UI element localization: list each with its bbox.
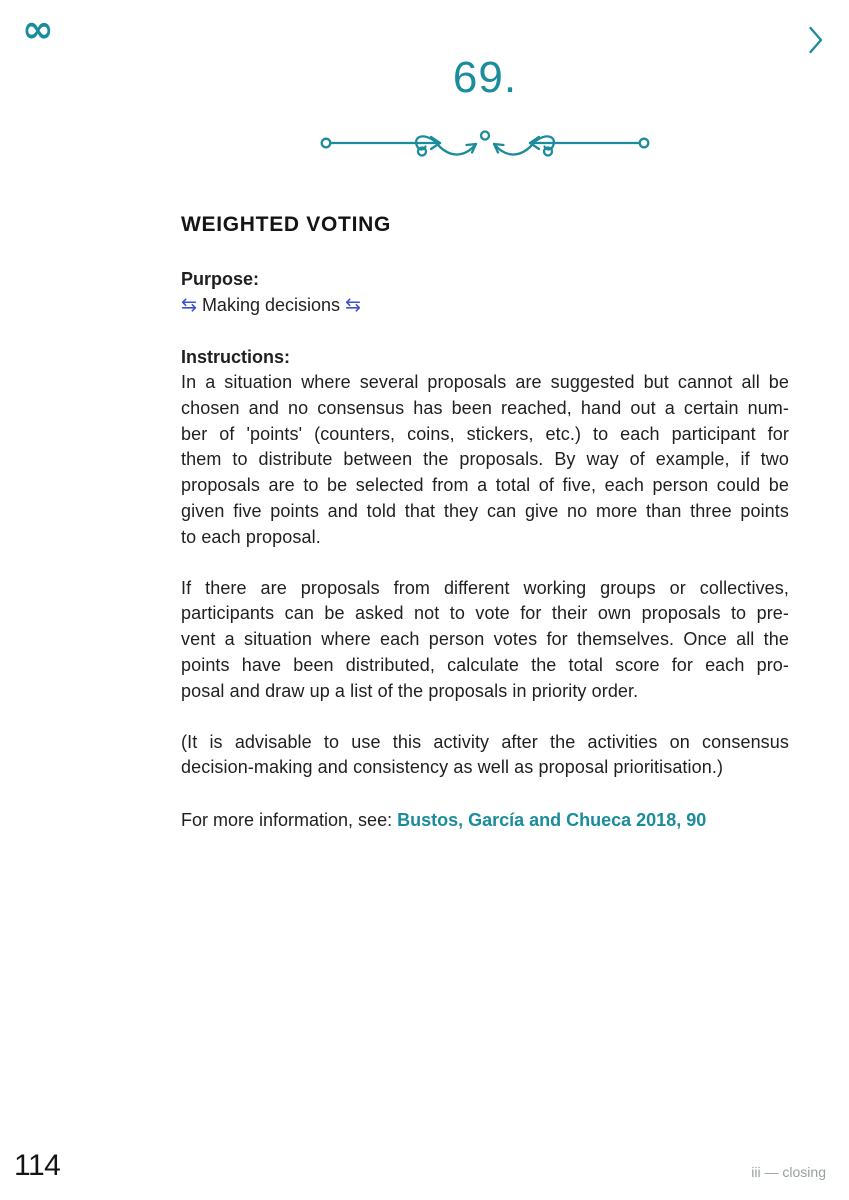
page-number: 114 xyxy=(14,1149,61,1182)
content-column xyxy=(181,0,789,833)
purpose-line xyxy=(181,292,789,318)
more-info-line xyxy=(181,807,789,833)
purpose-value: Making decisions xyxy=(201,295,341,315)
more-info-prefix: For more information, see: xyxy=(181,810,393,831)
instructions-paragraph-3: (It is advisable to use this activity after the activities on consensus decision-making and consistency as well as proposal prioritisation.) xyxy=(181,731,789,778)
instructions-label: Instructions: xyxy=(181,347,291,367)
swap-arrow-icon: ⇆ xyxy=(345,294,361,316)
reference-link[interactable]: Bustos, García and Chueca 2018, 90 xyxy=(397,810,707,831)
activity-number: 69. xyxy=(452,53,518,102)
instructions-paragraph-2: If there are proposals from different working groups or collectives, participants can be asked not to vote for their own proposals to pre- vent a situation where each person votes for themselves. Once all the points have been distributed, calculate the total score for each pro- posal and draw up a list of the proposals in priority order. xyxy=(181,577,789,701)
divider-flourish-icon xyxy=(319,120,651,164)
chevron-right-icon[interactable] xyxy=(808,26,824,54)
section-label: iii — closing xyxy=(751,1164,826,1180)
infinity-icon: ∞ xyxy=(22,7,54,51)
instructions-paragraph-1: In a situation where several proposals are suggested but cannot all be chosen and no consensus has been reached, hand out a certain num- ber of 'points' (counters, coins, stickers, etc.) to each participant for them to distribute between the proposals. By way of example, if two proposals are to be selected from a total of five, each person could be given five points and told that they can give no more than three points to each proposal. xyxy=(181,372,789,547)
swap-arrow-icon: ⇆ xyxy=(181,294,197,316)
purpose-label: Purpose: xyxy=(181,269,260,289)
activity-title: WEIGHTED VOTING xyxy=(181,213,391,236)
